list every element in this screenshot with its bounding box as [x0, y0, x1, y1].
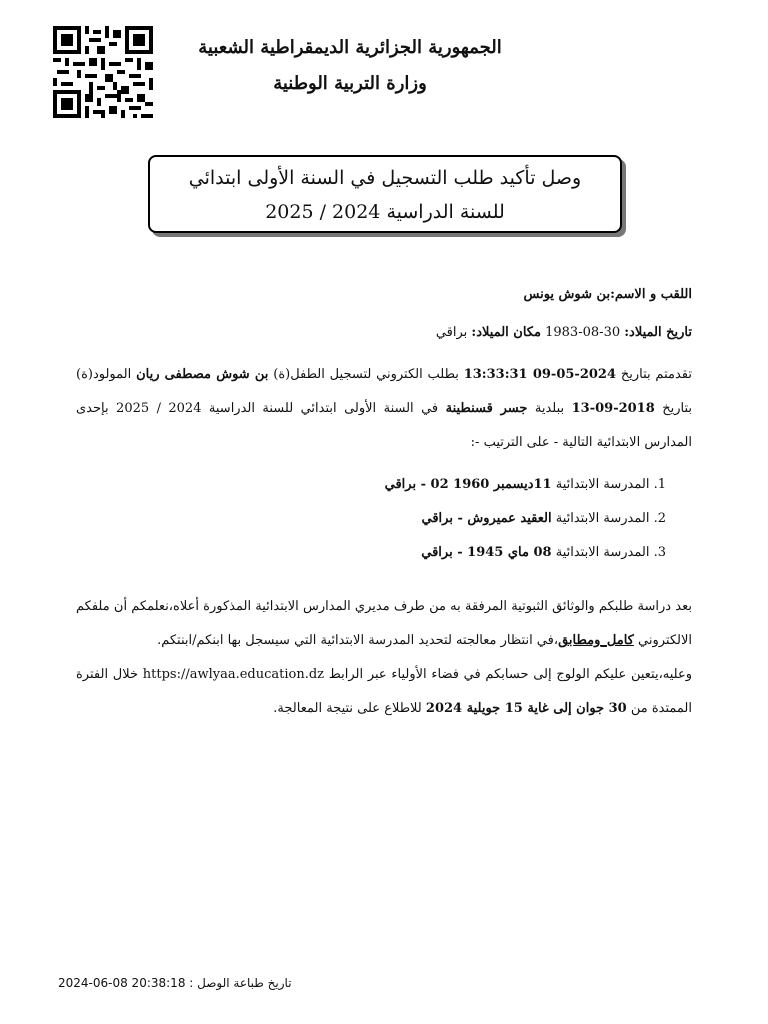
request-text-3: المولود(ة) بتاريخ: [76, 367, 693, 416]
study-text-2: ،في انتظار معالجته لتحديد المدرسة الابتدائية التي سيسجل بها ابنكم/ابنتكم.: [157, 633, 559, 648]
list-item: [76, 468, 692, 502]
request-text-4: ببلدية: [534, 401, 565, 416]
qr-code: [52, 26, 154, 118]
school-number: 3.: [653, 545, 666, 560]
study-paragraph: [76, 590, 692, 658]
receipt-title: وصل تأكيد طلب التسجيل في السنة الأولى ابتدائي: [188, 167, 582, 189]
school-choices-list: [76, 468, 692, 570]
school-name: العقيد عميروش - براقي: [421, 511, 552, 526]
followup-text-1: وعليه،يتعين عليكم الولوج إلى حسابكم في فضاء الأولياء عبر الرابط: [328, 667, 693, 682]
receipt-body: [76, 282, 692, 726]
request-text-5: في السنة الأولى ابتدائي للسنة الدراسية 2024 / 2025 بإحدى المدارس الابتدائية التالية - على الترتيب -:: [76, 401, 692, 450]
list-item: [76, 502, 692, 536]
print-date: [58, 976, 292, 990]
parent-name-value: بن شوش يونس: [523, 287, 611, 302]
school-name: 11ديسمبر 1960 02 - براقي: [384, 477, 552, 492]
parent-birth-row: [76, 320, 692, 346]
school-number: 1.: [653, 477, 666, 492]
parent-name-label: اللقب و الاسم:: [610, 287, 692, 302]
study-text-1: بعد دراسة طلبكم والوثائق الثبوتية المرفقة به من طرف مديري المدارس الابتدائية المذكورة أعلاه،نعلمكم أن ملفكم الالكتروني: [76, 599, 692, 648]
school-prefix: المدرسة الابتدائية: [555, 511, 650, 526]
child-name: بن شوش مصطفى ريان: [136, 367, 269, 382]
school-year: للسنة الدراسية 2024 / 2025: [265, 201, 505, 223]
followup-text-2: خلال الفترة الممتدة من: [76, 667, 692, 716]
followup-text-3: للاطلاع على نتيجة المعالجة.: [273, 701, 422, 716]
parent-name-row: [76, 282, 692, 308]
birth-place-label: مكان الميلاد:: [471, 325, 541, 340]
print-date-value: 2024-06-08 20:38:18: [58, 976, 186, 990]
receipt-title-box: [148, 155, 622, 233]
birth-place-value: براقي: [435, 325, 468, 340]
document-header: [190, 30, 510, 102]
school-prefix: المدرسة الابتدائية: [555, 477, 650, 492]
list-item: [76, 536, 692, 570]
request-text-1: تقدمتم بتاريخ: [620, 367, 692, 382]
print-date-label: تاريخ طباعة الوصل :: [189, 976, 292, 990]
request-datetime: 2024-05-09 13:33:31: [463, 367, 616, 382]
ministry-title: وزارة التربية الوطنية: [273, 73, 427, 94]
child-birth-date: 2018-09-13: [571, 401, 655, 416]
parents-portal-link[interactable]: https://awlyaa.education.dz: [142, 667, 325, 682]
child-birth-commune: جسر قسنطينة: [445, 401, 528, 416]
file-status: كامل_ومطابق: [558, 633, 634, 648]
followup-paragraph: [76, 658, 692, 726]
birth-date-value: 30-08-1983: [545, 325, 621, 340]
request-text-2: بطلب الكتروني لتسجيل الطفل(ة): [273, 367, 459, 382]
republic-title: الجمهورية الجزائرية الديمقراطية الشعبية: [198, 37, 502, 58]
request-paragraph: [76, 358, 692, 460]
school-prefix: المدرسة الابتدائية: [555, 545, 650, 560]
birth-date-label: تاريخ الميلاد:: [624, 325, 692, 340]
school-number: 2.: [653, 511, 666, 526]
school-name: 08 ماي 1945 - براقي: [421, 545, 552, 560]
processing-period: 30 جوان إلى غاية 15 جويلية 2024: [425, 701, 627, 716]
